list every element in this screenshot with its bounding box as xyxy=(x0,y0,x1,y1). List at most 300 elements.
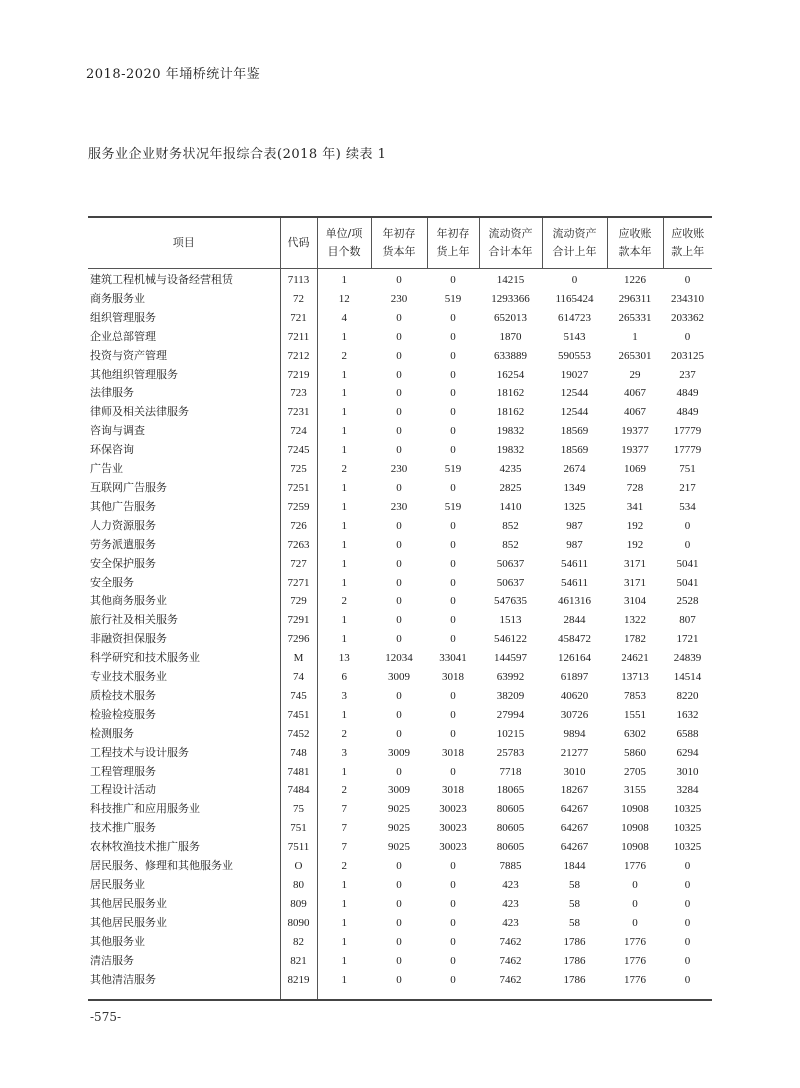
header-row xyxy=(88,217,712,269)
receivables-prior-year-cell: 10325 xyxy=(673,803,702,816)
code-cell: 7211 xyxy=(280,328,317,347)
unit-count-cell: 7 xyxy=(341,822,347,835)
item-cell: 其他广告服务 xyxy=(88,498,280,517)
current-assets-prior-year-cell: 3010 xyxy=(563,765,586,778)
receivables-prior-year-cell: 10325 xyxy=(673,822,702,835)
receivables-prior-year-cell: 0 xyxy=(684,519,691,532)
inventory-prior-year-cell: 0 xyxy=(450,406,456,419)
current-assets-prior-year-cell: 2844 xyxy=(563,614,586,627)
header-line-1: 年初存 xyxy=(382,227,416,240)
current-assets-prior-year-cell: 64267 xyxy=(560,841,589,854)
receivables-prior-year-cell: 534 xyxy=(679,500,696,513)
current-assets-current-year-cell: 18065 xyxy=(496,784,525,797)
receivables-prior-year-cell: 0 xyxy=(684,935,691,948)
receivables-prior-year-cell: 4849 xyxy=(676,406,699,419)
header-code-label: 代码 xyxy=(287,236,310,249)
current-assets-prior-year-cell: 58 xyxy=(569,879,580,891)
table-row xyxy=(88,687,712,706)
receivables-current-year-cell: 192 xyxy=(626,519,644,532)
code-cell: 7484 xyxy=(280,781,317,800)
inventory-current-year-cell: 3009 xyxy=(388,671,410,684)
table-title: 服务业企业财务状况年报综合表(2018 年) 续表 1 xyxy=(88,147,387,162)
unit-count-cell: 2 xyxy=(341,860,347,873)
table-row xyxy=(88,328,712,347)
current-assets-current-year-cell: 852 xyxy=(502,538,519,551)
inventory-prior-year-cell: 0 xyxy=(450,311,456,324)
table-row xyxy=(88,574,712,593)
receivables-prior-year-cell: 807 xyxy=(679,614,696,627)
code-cell: 72 xyxy=(280,290,317,309)
item-cell: 其他清洁服务 xyxy=(88,971,280,990)
receivables-prior-year-cell: 5041 xyxy=(676,557,699,570)
item-cell: 安全保护服务 xyxy=(88,555,280,574)
inventory-prior-year-cell: 0 xyxy=(450,879,456,891)
unit-count-cell: 7 xyxy=(341,803,347,816)
current-assets-prior-year-cell: 1844 xyxy=(563,860,586,873)
unit-count-cell: 1 xyxy=(341,708,347,721)
receivables-prior-year-cell: 4849 xyxy=(676,387,699,400)
unit-count-cell: 2 xyxy=(341,349,347,362)
table-row xyxy=(88,555,712,574)
inventory-prior-year-cell: 0 xyxy=(450,576,456,589)
item-cell: 其他商务服务业 xyxy=(88,592,280,611)
inventory-current-year-cell: 0 xyxy=(396,557,402,570)
item-cell: 居民服务业 xyxy=(88,876,280,895)
code-cell: 7251 xyxy=(280,479,317,498)
receivables-current-year-cell: 265331 xyxy=(618,311,652,324)
table-row xyxy=(88,384,712,403)
table-row xyxy=(88,725,712,744)
unit-count-cell: 1 xyxy=(341,274,347,286)
inventory-current-year-cell: 0 xyxy=(396,444,402,457)
current-assets-current-year-cell: 2825 xyxy=(499,481,522,494)
header-line-2: 合计本年 xyxy=(488,245,533,258)
receivables-current-year-cell: 296311 xyxy=(618,292,652,305)
unit-count-cell: 4 xyxy=(341,311,347,324)
item-cell: 安全服务 xyxy=(88,574,280,593)
inventory-current-year-cell: 0 xyxy=(396,368,402,381)
table-row xyxy=(88,309,712,328)
receivables-current-year-cell: 0 xyxy=(632,916,638,929)
unit-count-cell: 1 xyxy=(341,576,347,589)
code-cell: O xyxy=(280,857,317,876)
receivables-prior-year-cell: 8220 xyxy=(676,689,699,702)
receivables-current-year-cell: 192 xyxy=(626,538,644,551)
item-cell: 工程设计活动 xyxy=(88,781,280,800)
current-assets-current-year-cell: 7462 xyxy=(499,973,522,986)
current-assets-current-year-cell: 1870 xyxy=(499,330,522,343)
inventory-current-year-cell: 0 xyxy=(396,330,402,343)
inventory-prior-year-cell: 3018 xyxy=(442,671,464,684)
inventory-prior-year-cell: 30023 xyxy=(439,841,467,854)
receivables-current-year-cell: 3155 xyxy=(624,784,646,797)
table-header xyxy=(88,217,712,269)
code-cell: 751 xyxy=(280,819,317,838)
header-line-2: 款本年 xyxy=(618,245,652,258)
code-cell: 821 xyxy=(280,952,317,971)
unit-count-cell: 1 xyxy=(341,519,347,532)
receivables-current-year-cell: 1776 xyxy=(624,954,646,967)
unit-count-cell: 1 xyxy=(341,444,347,457)
code-cell: 7452 xyxy=(280,725,317,744)
item-cell: 科学研究和技术服务业 xyxy=(88,649,280,668)
current-assets-current-year-cell: 63992 xyxy=(496,671,525,684)
item-cell: 专业技术服务业 xyxy=(88,668,280,687)
inventory-prior-year-cell: 0 xyxy=(450,387,456,400)
item-cell: 投资与资产管理 xyxy=(88,347,280,366)
unit-count-cell: 1 xyxy=(341,557,347,570)
table-row xyxy=(88,895,712,914)
table-row xyxy=(88,592,712,611)
inventory-prior-year-cell: 0 xyxy=(450,954,456,967)
current-assets-current-year-cell: 652013 xyxy=(494,311,527,324)
receivables-current-year-cell: 24621 xyxy=(621,652,649,665)
inventory-current-year-cell: 9025 xyxy=(388,822,410,835)
unit-count-cell: 12 xyxy=(338,292,350,305)
unit-count-cell: 2 xyxy=(341,595,347,608)
table-row xyxy=(88,819,712,838)
receivables-prior-year-cell: 217 xyxy=(679,481,696,494)
table-row xyxy=(88,838,712,857)
inventory-prior-year-cell: 0 xyxy=(450,349,456,362)
inventory-prior-year-cell: 0 xyxy=(450,916,456,929)
receivables-current-year-cell: 1069 xyxy=(624,463,646,476)
receivables-prior-year-cell: 0 xyxy=(684,538,691,551)
unit-count-cell: 1 xyxy=(341,897,347,910)
receivables-prior-year-cell: 237 xyxy=(679,368,696,381)
receivables-prior-year-cell: 6294 xyxy=(676,746,699,759)
table-row xyxy=(88,611,712,630)
table-row xyxy=(88,630,712,649)
code-cell: 82 xyxy=(280,933,317,952)
table-row xyxy=(88,498,712,517)
current-assets-prior-year-cell: 58 xyxy=(569,916,580,929)
current-assets-current-year-cell: 1513 xyxy=(499,614,522,627)
code-cell: 7113 xyxy=(280,271,317,290)
current-assets-current-year-cell: 16254 xyxy=(496,368,525,381)
spacer-cell xyxy=(280,989,317,1000)
item-cell: 人力资源服务 xyxy=(88,517,280,536)
code-cell: 724 xyxy=(280,422,317,441)
inventory-prior-year-cell: 0 xyxy=(450,595,456,608)
receivables-prior-year-cell: 203362 xyxy=(671,311,704,324)
current-assets-prior-year-cell: 12544 xyxy=(560,387,589,400)
current-assets-prior-year-cell: 18569 xyxy=(560,425,589,438)
inventory-prior-year-cell: 0 xyxy=(450,935,456,948)
receivables-current-year-cell: 728 xyxy=(626,481,644,494)
code-cell: 723 xyxy=(280,384,317,403)
current-assets-prior-year-cell: 58 xyxy=(569,897,580,910)
header-line-1: 单位/项 xyxy=(325,227,363,240)
inventory-current-year-cell: 0 xyxy=(396,897,402,910)
code-cell: 7219 xyxy=(280,366,317,385)
unit-count-cell: 1 xyxy=(341,387,347,400)
table-row xyxy=(88,914,712,933)
inventory-current-year-cell: 230 xyxy=(390,292,408,305)
receivables-prior-year-cell: 3010 xyxy=(676,765,699,778)
receivables-current-year-cell: 19377 xyxy=(621,444,649,457)
code-cell: 809 xyxy=(280,895,317,914)
current-assets-prior-year-cell: 614723 xyxy=(558,311,591,324)
receivables-prior-year-cell: 0 xyxy=(684,916,691,929)
current-assets-current-year-cell: 10215 xyxy=(496,727,525,740)
item-cell: 技术推广服务 xyxy=(88,819,280,838)
current-assets-prior-year-cell: 2674 xyxy=(563,463,586,476)
inventory-current-year-cell: 0 xyxy=(396,349,402,362)
item-cell: 居民服务、修理和其他服务业 xyxy=(88,857,280,876)
unit-count-cell: 1 xyxy=(341,765,347,778)
receivables-current-year-cell: 10908 xyxy=(621,803,649,816)
current-assets-prior-year-cell: 61897 xyxy=(560,671,589,684)
receivables-current-year-cell: 3104 xyxy=(624,595,646,608)
code-cell: 721 xyxy=(280,309,317,328)
code-cell: 7212 xyxy=(280,347,317,366)
inventory-current-year-cell: 0 xyxy=(396,935,402,948)
inventory-current-year-cell: 9025 xyxy=(388,841,410,854)
current-assets-current-year-cell: 38209 xyxy=(496,689,525,702)
header-line-1: 流动资产 xyxy=(488,227,533,240)
inventory-prior-year-cell: 0 xyxy=(450,689,456,702)
current-assets-prior-year-cell: 64267 xyxy=(560,803,589,816)
inventory-current-year-cell: 0 xyxy=(396,311,402,324)
current-assets-current-year-cell: 7885 xyxy=(499,860,522,873)
table-row xyxy=(88,536,712,555)
receivables-current-year-cell: 29 xyxy=(629,368,641,381)
inventory-prior-year-cell: 519 xyxy=(444,292,462,305)
header-line-1: 应收账 xyxy=(618,227,652,240)
inventory-current-year-cell: 0 xyxy=(396,879,402,891)
code-cell: 75 xyxy=(280,800,317,819)
unit-count-cell: 1 xyxy=(341,916,347,929)
current-assets-prior-year-cell: 1349 xyxy=(563,481,586,494)
unit-count-cell: 7 xyxy=(341,841,347,854)
current-assets-current-year-cell: 19832 xyxy=(496,444,525,457)
table-row xyxy=(88,441,712,460)
current-assets-current-year-cell: 18162 xyxy=(496,387,525,400)
receivables-current-year-cell: 341 xyxy=(626,500,644,513)
unit-count-cell: 2 xyxy=(341,727,347,740)
current-assets-prior-year-cell: 1786 xyxy=(563,935,586,948)
header-line-1: 流动资产 xyxy=(552,227,597,240)
code-cell: 725 xyxy=(280,460,317,479)
current-assets-current-year-cell: 80605 xyxy=(496,822,525,835)
unit-count-cell: 6 xyxy=(341,671,347,684)
code-cell: 7511 xyxy=(280,838,317,857)
current-assets-prior-year-cell: 1786 xyxy=(563,954,586,967)
inventory-prior-year-cell: 0 xyxy=(450,633,456,646)
inventory-prior-year-cell: 0 xyxy=(450,538,456,551)
spacer-cell xyxy=(317,989,712,1000)
unit-count-cell: 1 xyxy=(341,500,347,513)
inventory-current-year-cell: 0 xyxy=(396,387,402,400)
current-assets-current-year-cell: 80605 xyxy=(496,841,525,854)
receivables-prior-year-cell: 0 xyxy=(684,973,691,986)
item-cell: 检验检疫服务 xyxy=(88,706,280,725)
unit-count-cell: 2 xyxy=(341,463,347,476)
receivables-prior-year-cell: 17779 xyxy=(673,444,702,457)
inventory-current-year-cell: 0 xyxy=(396,954,402,967)
item-cell: 科技推广和应用服务业 xyxy=(88,800,280,819)
inventory-prior-year-cell: 0 xyxy=(450,897,456,910)
table-row xyxy=(88,479,712,498)
table-row xyxy=(88,668,712,687)
current-assets-current-year-cell: 633889 xyxy=(494,349,527,362)
receivables-prior-year-cell: 6588 xyxy=(676,727,699,740)
item-cell: 咨询与调查 xyxy=(88,422,280,441)
inventory-prior-year-cell: 0 xyxy=(450,519,456,532)
item-cell: 建筑工程机械与设备经营租赁 xyxy=(88,271,280,290)
inventory-prior-year-cell: 3018 xyxy=(442,746,464,759)
header-code xyxy=(280,217,317,269)
current-assets-prior-year-cell: 0 xyxy=(571,274,578,286)
inventory-current-year-cell: 0 xyxy=(396,689,402,702)
code-cell: 726 xyxy=(280,517,317,536)
current-assets-prior-year-cell: 18267 xyxy=(560,784,589,797)
receivables-prior-year-cell: 1721 xyxy=(676,633,699,646)
item-cell: 旅行社及相关服务 xyxy=(88,611,280,630)
inventory-current-year-cell: 230 xyxy=(390,500,408,513)
current-assets-current-year-cell: 546122 xyxy=(494,633,527,646)
current-assets-current-year-cell: 7462 xyxy=(499,954,522,967)
table-row xyxy=(88,857,712,876)
receivables-prior-year-cell: 0 xyxy=(684,330,691,343)
inventory-prior-year-cell: 0 xyxy=(450,444,456,457)
inventory-current-year-cell: 0 xyxy=(396,406,402,419)
current-assets-current-year-cell: 547635 xyxy=(494,595,527,608)
inventory-current-year-cell: 0 xyxy=(396,765,402,778)
table-row xyxy=(88,460,712,479)
current-assets-current-year-cell: 7718 xyxy=(499,765,522,778)
unit-count-cell: 1 xyxy=(341,406,347,419)
receivables-prior-year-cell: 234310 xyxy=(671,292,704,305)
code-cell: 748 xyxy=(280,744,317,763)
current-assets-prior-year-cell: 64267 xyxy=(560,822,589,835)
receivables-prior-year-cell: 14514 xyxy=(673,671,702,684)
item-cell: 其他组织管理服务 xyxy=(88,366,280,385)
item-cell: 工程管理服务 xyxy=(88,763,280,782)
current-assets-prior-year-cell: 21277 xyxy=(560,746,589,759)
inventory-prior-year-cell: 3018 xyxy=(442,784,464,797)
unit-count-cell: 1 xyxy=(341,973,347,986)
table-row xyxy=(88,347,712,366)
header-receivables-current-year xyxy=(607,217,663,269)
item-cell: 劳务派遣服务 xyxy=(88,536,280,555)
inventory-prior-year-cell: 0 xyxy=(450,727,456,740)
receivables-current-year-cell: 4067 xyxy=(624,387,646,400)
code-cell: 7231 xyxy=(280,403,317,422)
receivables-current-year-cell: 1782 xyxy=(624,633,646,646)
receivables-current-year-cell: 0 xyxy=(632,897,638,910)
receivables-prior-year-cell: 10325 xyxy=(673,841,702,854)
inventory-prior-year-cell: 0 xyxy=(450,614,456,627)
inventory-prior-year-cell: 30023 xyxy=(439,803,467,816)
table-row xyxy=(88,290,712,309)
receivables-prior-year-cell: 203125 xyxy=(671,349,704,362)
unit-count-cell: 1 xyxy=(341,538,347,551)
inventory-current-year-cell: 0 xyxy=(396,916,402,929)
receivables-current-year-cell: 4067 xyxy=(624,406,646,419)
header-unit-count xyxy=(317,217,371,269)
unit-count-cell: 1 xyxy=(341,330,347,343)
item-cell: 检测服务 xyxy=(88,725,280,744)
table-row xyxy=(88,517,712,536)
code-cell: 74 xyxy=(280,668,317,687)
inventory-prior-year-cell: 33041 xyxy=(439,652,467,665)
unit-count-cell: 1 xyxy=(341,954,347,967)
inventory-prior-year-cell: 0 xyxy=(450,481,456,494)
current-assets-prior-year-cell: 126164 xyxy=(558,652,591,665)
unit-count-cell: 1 xyxy=(341,614,347,627)
inventory-prior-year-cell: 0 xyxy=(450,860,456,873)
table-row xyxy=(88,706,712,725)
header-receivables-prior-year xyxy=(663,217,712,269)
table-row xyxy=(88,763,712,782)
inventory-prior-year-cell: 0 xyxy=(450,425,456,438)
inventory-current-year-cell: 0 xyxy=(396,973,402,986)
header-line-2: 货上年 xyxy=(436,245,470,258)
receivables-prior-year-cell: 0 xyxy=(684,860,691,873)
current-assets-current-year-cell: 423 xyxy=(502,879,519,891)
receivables-prior-year-cell: 0 xyxy=(684,274,691,286)
table-row xyxy=(88,649,712,668)
unit-count-cell: 3 xyxy=(341,689,347,702)
receivables-prior-year-cell: 3284 xyxy=(676,784,699,797)
receivables-current-year-cell: 10908 xyxy=(621,822,649,835)
inventory-current-year-cell: 0 xyxy=(396,614,402,627)
current-assets-current-year-cell: 423 xyxy=(502,916,519,929)
receivables-prior-year-cell: 1632 xyxy=(676,708,699,721)
item-cell: 质检技术服务 xyxy=(88,687,280,706)
item-cell: 环保咨询 xyxy=(88,441,280,460)
unit-count-cell: 3 xyxy=(341,746,347,759)
unit-count-cell: 1 xyxy=(341,481,347,494)
item-cell: 农林牧渔技术推广服务 xyxy=(88,838,280,857)
inventory-prior-year-cell: 0 xyxy=(450,765,456,778)
current-assets-prior-year-cell: 461316 xyxy=(558,595,591,608)
inventory-current-year-cell: 0 xyxy=(396,708,402,721)
receivables-current-year-cell: 2705 xyxy=(624,765,646,778)
code-cell: 727 xyxy=(280,555,317,574)
code-cell: 8219 xyxy=(280,971,317,990)
current-assets-prior-year-cell: 1165424 xyxy=(555,292,594,305)
code-cell: 729 xyxy=(280,592,317,611)
current-assets-prior-year-cell: 9894 xyxy=(563,727,586,740)
inventory-current-year-cell: 0 xyxy=(396,727,402,740)
code-cell: 8090 xyxy=(280,914,317,933)
table-row xyxy=(88,271,712,290)
receivables-current-year-cell: 3171 xyxy=(624,557,646,570)
inventory-current-year-cell: 9025 xyxy=(388,803,410,816)
code-cell: 7451 xyxy=(280,706,317,725)
header-inventory-current-year xyxy=(371,217,427,269)
running-head: 2018-2020 年埇桥统计年鉴 xyxy=(86,67,261,82)
item-cell: 工程技术与设计服务 xyxy=(88,744,280,763)
item-cell: 互联网广告服务 xyxy=(88,479,280,498)
unit-count-cell: 1 xyxy=(341,425,347,438)
inventory-prior-year-cell: 0 xyxy=(450,708,456,721)
receivables-current-year-cell: 1776 xyxy=(624,935,646,948)
receivables-prior-year-cell: 2528 xyxy=(676,595,699,608)
unit-count-cell: 2 xyxy=(341,784,347,797)
code-cell: 7259 xyxy=(280,498,317,517)
financial-status-table xyxy=(88,216,712,1001)
receivables-current-year-cell: 265301 xyxy=(618,349,652,362)
header-current-assets-prior-year xyxy=(542,217,607,269)
inventory-current-year-cell: 0 xyxy=(396,576,402,589)
code-cell: 7481 xyxy=(280,763,317,782)
current-assets-current-year-cell: 7462 xyxy=(499,935,522,948)
table-row xyxy=(88,366,712,385)
